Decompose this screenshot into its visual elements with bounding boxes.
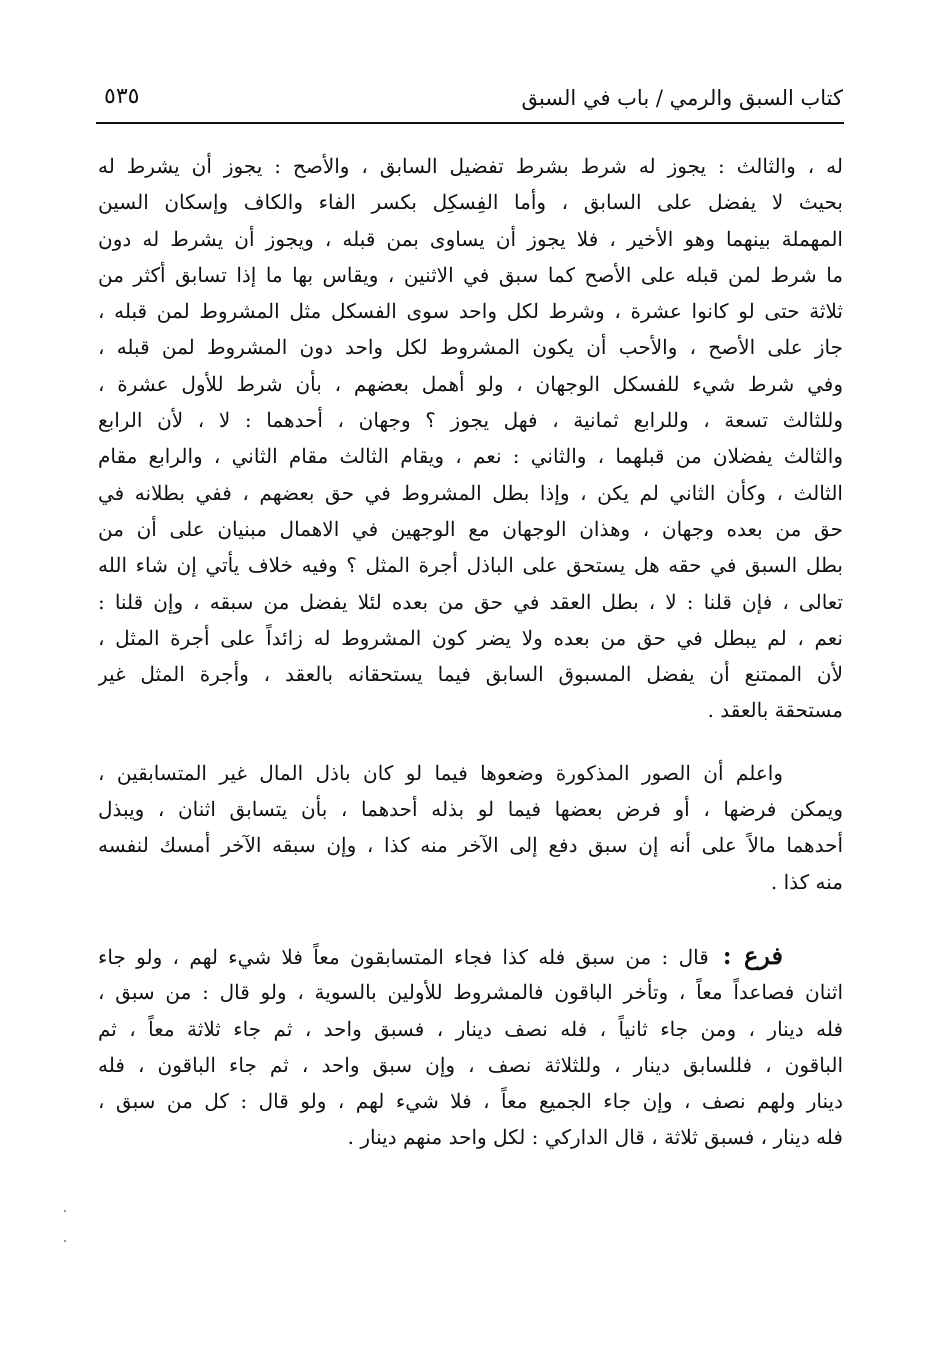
running-header	[98, 78, 843, 122]
paragraph-1	[98, 148, 843, 729]
text-line: ويمكن فرضها ، أو فرض بعضها فيما لو بذله أحدهما ، بأن يتسابق اثنان ، ويبذل	[98, 797, 843, 822]
text-line: فله دينار ، فسبق ثلاثة ، قال الداركي : لكل واحد منهم دينار .	[347, 1125, 843, 1150]
margin-speck	[64, 1210, 66, 1212]
text-line: له ، والثالث : يجوز له شرط بشرط تفضيل السابق ، والأصح : يجوز أن يشرط له	[98, 154, 843, 178]
text-line: اثنان فصاعداً معاً ، وتأخر الباقون فالمشروط للأولين بالسوية ، ولو قال : من سبق ،	[98, 980, 843, 1005]
header-title: كتاب السبق والرمي / باب في السبق	[521, 86, 843, 110]
text-line: نعم ، لم يبطل في حق من بعده ولا يضر كون المشروط له زائداً على أجرة المثل ،	[98, 625, 843, 650]
paragraph-far	[98, 938, 843, 1156]
page-number: ٥٣٥	[104, 84, 140, 109]
far-label: فرع :	[722, 940, 783, 970]
text-line: واعلم أن الصور المذكورة وضعوها فيما لو كان باذل المال غير المتسابقين ،	[98, 760, 783, 785]
text-line: لأن الممتنع أن يفضل المسبوق السابق فيما يستحقانه بالعقد ، وأجرة المثل غير	[98, 662, 843, 687]
paragraph-gap	[98, 900, 843, 938]
text-line: الثالث ، وكأن الثاني لم يكن ، وإذا بطل المشروط في حق بعضهم ، ففي بطلانه في	[98, 480, 843, 505]
text-line: مستحقة بالعقد .	[707, 698, 843, 723]
margin-speck	[64, 1240, 66, 1242]
text-line: والثالث يفضلان من قبلهما ، والثاني : نعم ، ويقام الثالث مقام الثاني ، والرابع مقام	[98, 444, 843, 469]
text-line: جاز على الأصح ، والأحب أن يكون المشروط لكل واحد دون المشروط لمن قبله ،	[98, 335, 843, 360]
text-line: حق من بعده وجهان ، وهذان الوجهان مع الوجهين في الاهمال مبنيان على أن من	[98, 516, 843, 541]
text-line: ثلاثة حتى لو كانوا عشرة ، وشرط لكل واحد سوى الفسكل مثل المشروط لمن قبله ،	[98, 299, 843, 324]
text-line: بحيث لا يفضل على السابق ، وأما الفِسكِل بكسر الفاء والكاف وإسكان السين	[98, 190, 843, 215]
text-line: وفي شرط شيء للفسكل الوجهان ، ولو أهمل بعضهم ، بأن شرط للأول عشرة ،	[98, 371, 843, 396]
text-line: أحدهما مالاً على أنه إن سبق دفع إلى الآخر منه كذا ، وإن سبقه الآخر أمسك لنفسه	[98, 833, 843, 858]
paragraph-2	[98, 755, 843, 900]
text-line: ما شرط لمن قبله على الأصح كما سبق في الاثنين ، ويقاس بها ما إذا تسابق أكثر من	[98, 262, 843, 287]
text-line-first	[98, 938, 843, 974]
text-line: قال : من سبق فله كذا فجاء المتسابقون معاً فلا شيء لهم ، ولو جاء	[98, 944, 709, 969]
text-line: وللثالث تسعة ، وللرابع ثمانية ، فهل يجوز ؟ وجهان ، أحدهما : لا ، لأن الرابع	[98, 408, 843, 433]
page-body	[98, 148, 843, 1156]
text-line: دينار ولهم نصف ، وإن جاء الجميع معاً ، فلا شيء لهم ، ولو قال : كل من سبق ،	[98, 1089, 843, 1114]
paragraph-gap	[98, 729, 843, 755]
text-line: فله دينار ، ومن جاء ثانياً ، فله نصف دينار ، فسبق واحد ، ثم جاء ثلاثة معاً ، ثم	[98, 1016, 843, 1041]
text-line: تعالى ، فإن قلنا : لا ، بطل العقد في حق من بعده لئلا يفضل من سبقه ، وإن قلنا :	[98, 589, 843, 614]
text-line: منه كذا .	[770, 869, 843, 894]
header-rule	[96, 122, 844, 124]
text-line: المهملة بينهما وهو الأخير ، فلا يجوز أن يساوى بمن قبله ، ويجوز أن يشرط له دون	[98, 226, 843, 251]
text-line: الباقون ، فللسابق دينار ، وللثلاثة نصف ، وإن سبق واحد ، ثم جاء الباقون ، فله	[98, 1052, 843, 1077]
text-line: بطل السبق في حقه هل يستحق على الباذل أجرة المثل ؟ وفيه خلاف يأتي إن شاء الله	[98, 553, 843, 578]
